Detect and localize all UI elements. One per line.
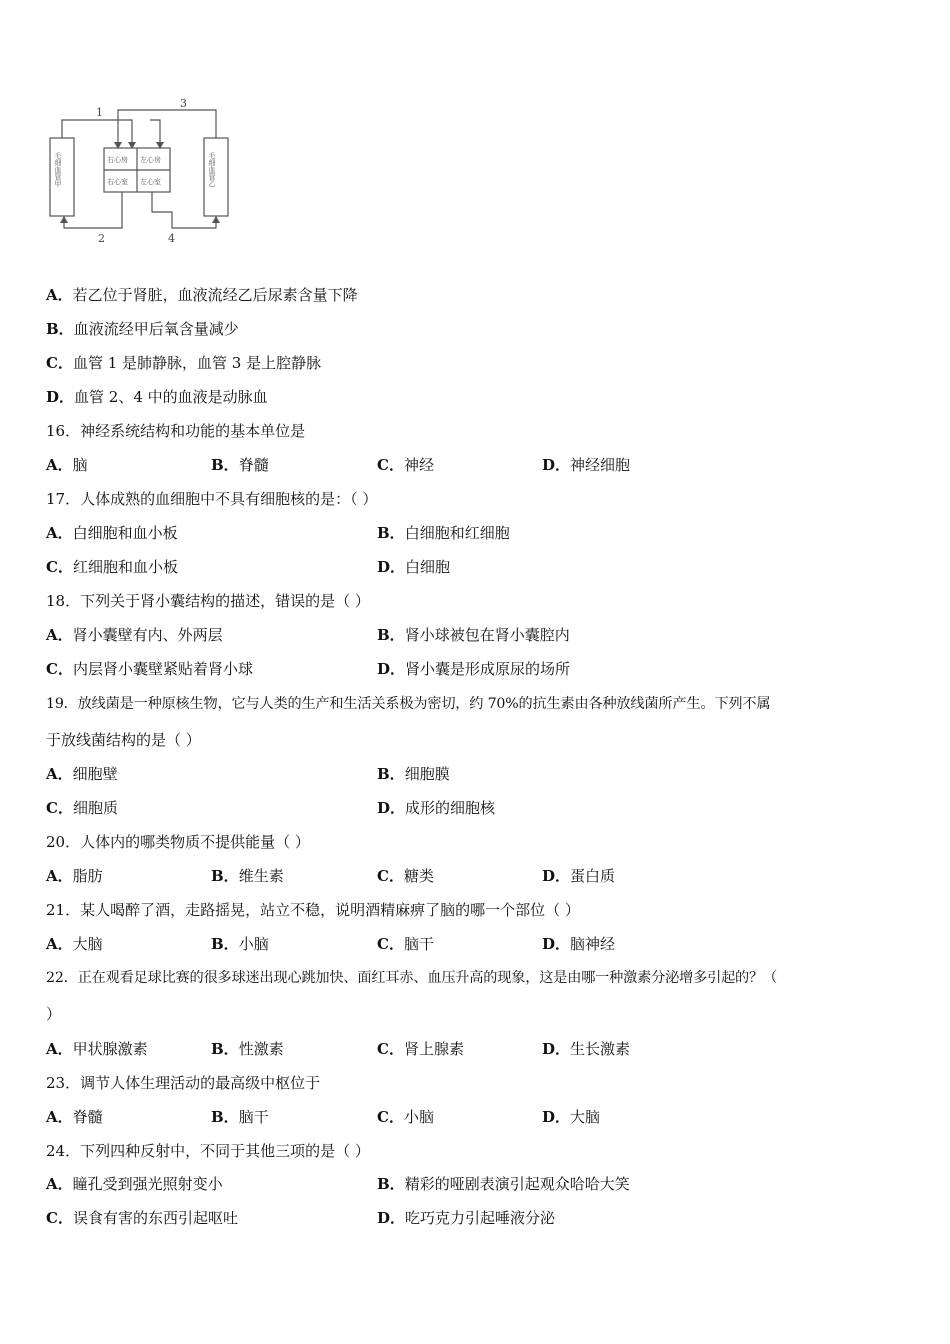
q20-stem: 20．人体内的哪类物质不提供能量（ ）: [46, 833, 310, 851]
q16-option-d: D．神经细胞: [542, 456, 631, 474]
q21-option-a: A．大脑: [46, 935, 103, 953]
q20-option-a: A．脂肪: [46, 867, 103, 885]
q15-option-b: B．血液流经甲后氧含量减少: [46, 320, 239, 338]
q19-option-d: D．成形的细胞核: [377, 799, 496, 817]
q21-option-c: C．脑干: [377, 935, 434, 953]
q21-option-b: B．小脑: [211, 935, 269, 953]
q22-option-b: B．性激素: [211, 1040, 284, 1058]
q18-option-d: D．肾小囊是形成原尿的场所: [377, 660, 571, 678]
q22-option-a: A．甲状腺激素: [46, 1040, 148, 1058]
q15-option-d: D．血管 2、4 中的血液是动脉血: [46, 388, 268, 406]
q19-stem-line2: 于放线菌结构的是（ ）: [46, 731, 201, 749]
right-ventricle-label: 右心室: [107, 178, 128, 186]
q19-option-a: A．细胞壁: [46, 765, 118, 783]
q22-stem-line2: ）: [46, 1005, 62, 1023]
q17-option-c: C．红细胞和血小板: [46, 558, 178, 576]
q17-option-d: D．白细胞: [377, 558, 451, 576]
left-ventricle-label: 左心室: [140, 178, 161, 186]
q24-option-b: B．精彩的哑剧表演引起观众哈哈大笑: [377, 1175, 630, 1193]
q23-option-c: C．小脑: [377, 1108, 434, 1126]
capillary-a-label: 毛细血管甲: [54, 152, 62, 187]
q20-option-b: B．维生素: [211, 867, 284, 885]
q23-option-a: A．脊髓: [46, 1108, 103, 1126]
q19-option-b: B．细胞膜: [377, 765, 450, 783]
vessel-2-label: 2: [98, 232, 105, 245]
q15-option-a: A．若乙位于肾脏，血液流经乙后尿素含量下降: [46, 286, 358, 304]
circulation-diagram: [44, 96, 244, 246]
q18-stem: 18．下列关于肾小囊结构的描述，错误的是（ ）: [46, 592, 370, 610]
vessel-1-label: 1: [96, 106, 103, 119]
q17-option-b: B．白细胞和红细胞: [377, 524, 510, 542]
q24-option-c: C．误食有害的东西引起呕吐: [46, 1209, 238, 1227]
q23-option-d: D．大脑: [542, 1108, 601, 1126]
q18-option-a: A．肾小囊壁有内、外两层: [46, 626, 223, 644]
q18-option-c: C．内层肾小囊壁紧贴着肾小球: [46, 660, 253, 678]
right-atrium-label: 右心房: [107, 156, 128, 164]
q24-option-d: D．吃巧克力引起唾液分泌: [377, 1209, 556, 1227]
q23-stem: 23．调节人体生理活动的最高级中枢位于: [46, 1074, 321, 1092]
q22-stem-line1: 22．正在观看足球比赛的很多球迷出现心跳加快、面红耳赤、血压升高的现象，这是由哪一种激素分泌增多引起的？（: [46, 970, 778, 986]
q16-option-b: B．脊髓: [211, 456, 269, 474]
q17-option-a: A．白细胞和血小板: [46, 524, 178, 542]
q18-option-b: B．肾小球被包在肾小囊腔内: [377, 626, 570, 644]
vessel-3-label: 3: [180, 97, 187, 110]
q23-option-b: B．脑干: [211, 1108, 269, 1126]
q24-option-a: A．瞳孔受到强光照射变小: [46, 1175, 223, 1193]
vessel-4-label: 4: [168, 232, 175, 245]
q15-option-c: C．血管 1 是肺静脉，血管 3 是上腔静脉: [46, 354, 322, 372]
q16-stem: 16．神经系统结构和功能的基本单位是: [46, 422, 306, 440]
q22-option-c: C．肾上腺素: [377, 1040, 464, 1058]
q16-option-a: A．脑: [46, 456, 88, 474]
q20-option-d: D．蛋白质: [542, 867, 616, 885]
q16-option-c: C．神经: [377, 456, 434, 474]
q21-stem: 21．某人喝醉了酒，走路摇晃，站立不稳，说明酒精麻痹了脑的哪一个部位（ ）: [46, 901, 580, 919]
q22-option-d: D．生长激素: [542, 1040, 631, 1058]
q21-option-d: D．脑神经: [542, 935, 616, 953]
capillary-b-label: 毛细血管乙: [208, 152, 216, 187]
q19-stem-line1: 19．放线菌是一种原核生物，它与人类的生产和生活关系极为密切，约 70%的抗生素由各种放线菌所产生。下列不属: [46, 696, 771, 712]
q24-stem: 24．下列四种反射中，不同于其他三项的是（ ）: [46, 1142, 370, 1160]
q17-stem: 17．人体成熟的血细胞中不具有细胞核的是：（ ）: [46, 490, 378, 508]
left-atrium-label: 左心房: [140, 156, 161, 164]
q20-option-c: C．糖类: [377, 867, 434, 885]
q19-option-c: C．细胞质: [46, 799, 118, 817]
